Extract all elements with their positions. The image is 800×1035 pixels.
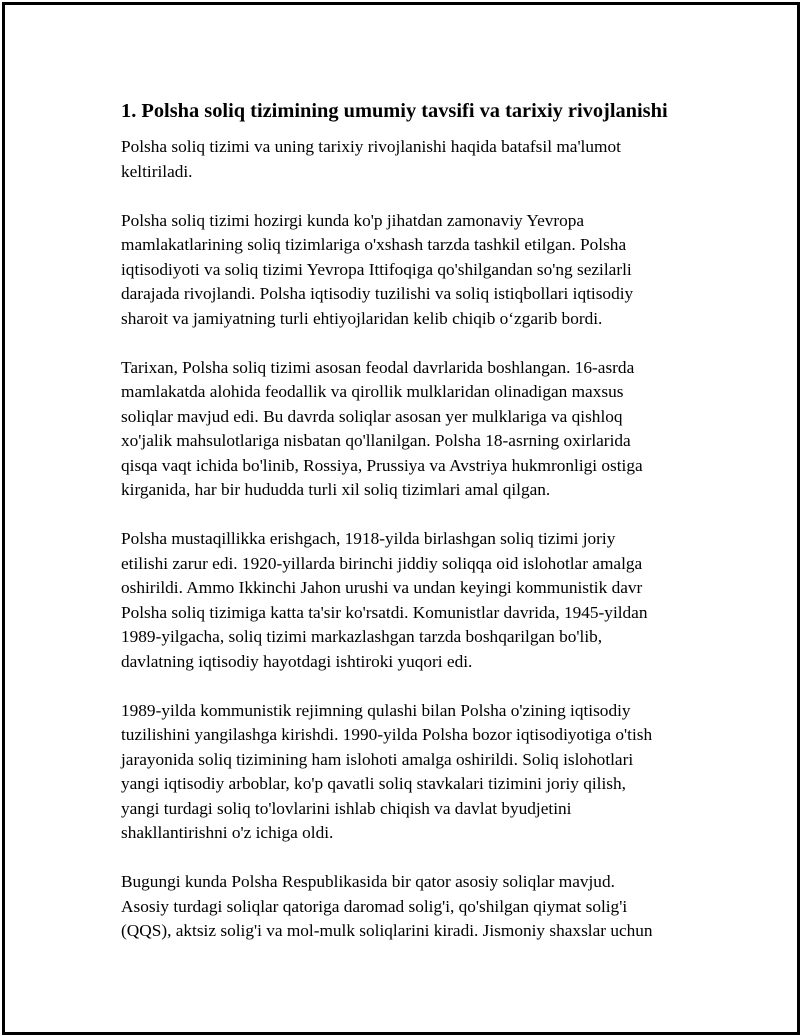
text-line: kirganida, har bir hududda turli xil soliq tizimlari amal qilgan. — [121, 480, 551, 499]
text-line: davlatning iqtisodiy hayotdagi ishtiroki yuqori edi. — [121, 651, 473, 671]
paragraph — [121, 209, 711, 332]
text-line: Polsha soliq tizimi hozirgi kunda ko'p jihatdan zamonaviy Yevropa — [121, 210, 585, 230]
text-line: sharoit va jamiyatning turli ehtiyojlaridan kelib chiqib o‘zgarib bordi. — [121, 308, 603, 328]
text-line: Polsha soliq tizimi va uning tarixiy rivojlanishi haqida batafsil ma'lumot — [121, 137, 621, 156]
text-line: Tarixan, Polsha soliq tizimi asosan feodal davrlarida boshlangan. 16-asrda — [121, 357, 635, 377]
text-line: iqtisodiyoti va soliq tizimi Yevropa Ittifoqiga qo'shilgandan so'ng sezilarli — [121, 259, 632, 279]
paragraph — [121, 356, 711, 503]
text-line: keltiriladi. — [121, 161, 193, 181]
text-line: xo'jalik mahsulotlariga nisbatan qo'llanilgan. Polsha 18-asrning oxirlarida — [121, 431, 631, 450]
text-line: 1989-yilda kommunistik rejimning qulashi bilan Polsha o'zining iqtisodiy — [121, 700, 631, 720]
paragraph-list — [121, 135, 711, 944]
text-line: Asosiy turdagi soliqlar qatoriga daromad solig'i, qo'shilgan qiymat solig'i — [121, 896, 628, 916]
text-line: Bugungi kunda Polsha Respublikasida bir qator asosiy soliqlar mavjud. — [121, 872, 615, 891]
text-line: qisqa vaqt ichida bo'linib, Rossiya, Prussiya va Avstriya hukmronligi ostiga — [121, 455, 643, 475]
text-line: Polsha mustaqillikka erishgach, 1918-yilda birlashgan soliq tizimi joriy — [121, 529, 616, 548]
text-line: soliqlar mavjud edi. Bu davrda soliqlar asosan yer mulklariga va qishloq — [121, 406, 623, 426]
text-line: mamlakatda alohida feodallik va qirollik mulklaridan olinadigan maxsus — [121, 382, 624, 401]
section-heading: 1. Polsha soliq tizimining umumiy tavsifi va tarixiy rivojlanishi — [121, 100, 668, 122]
text-line: darajada rivojlandi. Polsha iqtisodiy tuzilishi va soliq istiqbollari iqtisodiy — [121, 284, 634, 303]
page-frame — [2, 2, 800, 1035]
document-body — [121, 97, 711, 968]
text-line: Polsha soliq tizimiga katta ta'sir ko'rsatdi. Komunistlar davrida, 1945-yildan — [121, 602, 648, 622]
text-line: yangi turdagi soliq to'lovlarini ishlab chiqish va davlat byudjetini — [121, 798, 572, 818]
text-line: yangi iqtisodiy arboblar, ko'p qavatli soliq stavkalari tizimini joriy qilish, — [121, 774, 626, 793]
paragraph — [121, 699, 711, 846]
paragraph — [121, 135, 711, 184]
text-line: etilishi zarur edi. 1920-yillarda birinchi jiddiy soliqqa oid islohotlar amalga — [121, 553, 643, 573]
text-line: oshirildi. Ammo Ikkinchi Jahon urushi va undan keyingi kommunistik davr — [121, 578, 643, 597]
text-line: mamlakatlarining soliq tizimlariga o'xshash tarzda tashkil etilgan. Polsha — [121, 235, 627, 254]
text-line: 1989-yilgacha, soliq tizimi markazlashgan tarzda boshqarilgan bo'lib, — [121, 627, 603, 646]
text-line: (QQS), aktsiz solig'i va mol-mulk soliqlarini kiradi. Jismoniy shaxslar uchun — [121, 921, 653, 940]
text-line: shakllantirishni o'z ichiga oldi. — [121, 823, 334, 842]
text-line: jarayonida soliq tizimining ham islohoti amalga oshirildi. Soliq islohotlari — [121, 749, 634, 769]
paragraph — [121, 527, 711, 674]
paragraph — [121, 870, 711, 944]
text-line: tuzilishini yangilashga kirishdi. 1990-yilda Polsha bozor iqtisodiyotiga o'tish — [121, 725, 653, 744]
